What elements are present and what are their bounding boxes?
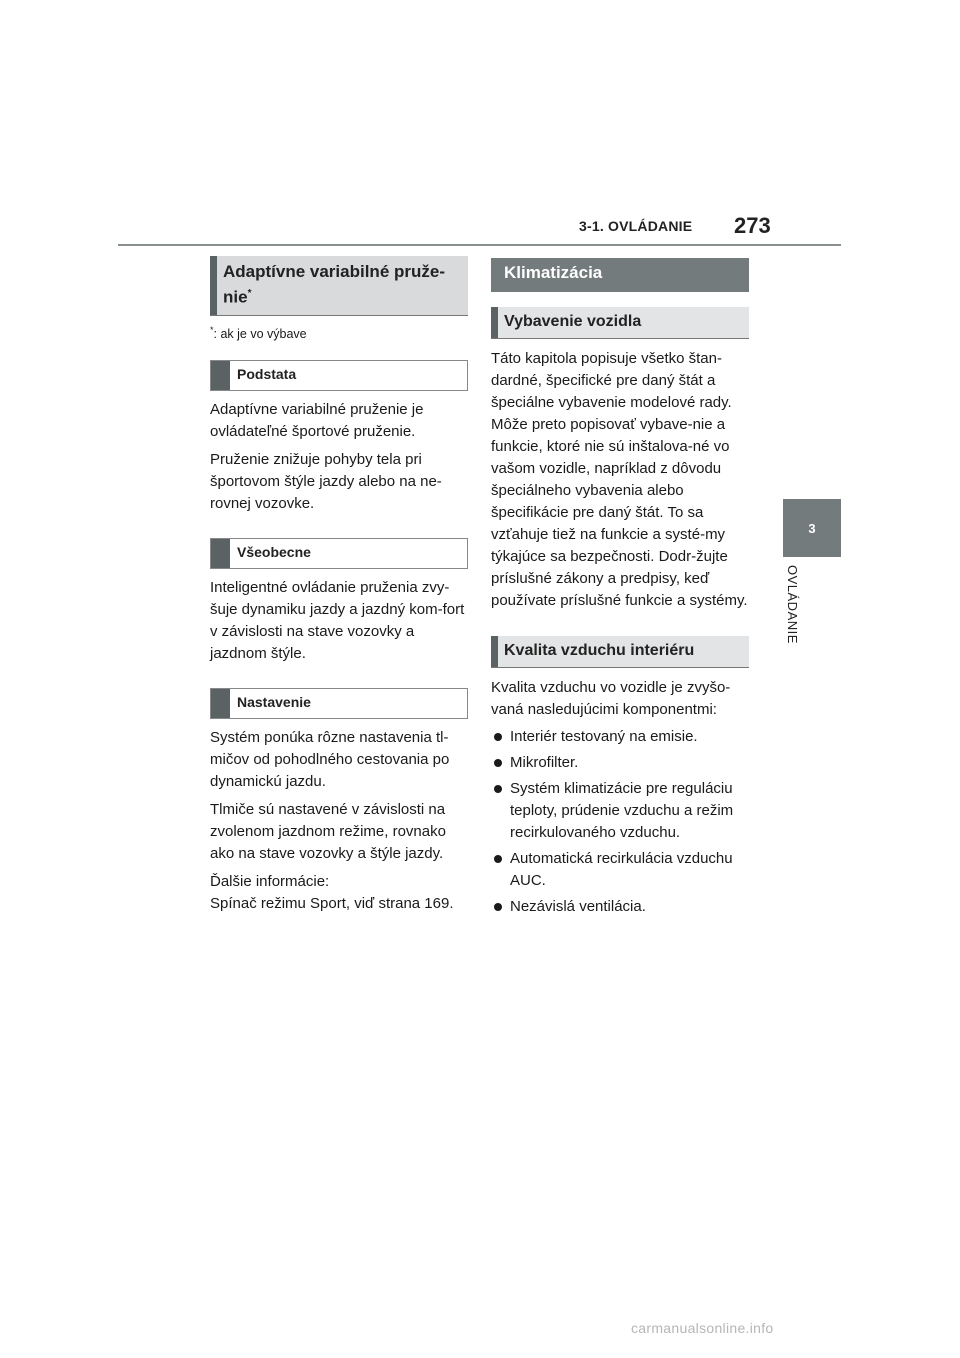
- chapter-tab-label: OVLÁDANIE: [785, 565, 800, 644]
- list-item: Mikrofilter.: [491, 752, 749, 774]
- chapter-tab-number: 3: [808, 520, 816, 536]
- list-item: Nezávislá ventilácia.: [491, 896, 749, 918]
- section-heading-adaptive-suspension: [210, 256, 468, 316]
- nastavenie-paragraph-3: [210, 871, 468, 915]
- list-item: Automatická recirkulácia vzduchu AUC.: [491, 848, 749, 892]
- watermark: carmanualsonline.info: [631, 1320, 774, 1336]
- podstata-paragraph-1: Adaptívne variabilné pruženie je ovládateľné športové pruženie.: [210, 400, 424, 440]
- more-info-label: Ďalšie informácie:: [210, 872, 330, 890]
- nastavenie-paragraph-1: Systém ponúka rôzne nastavenia tl-mičov od pohodlného cestovania po dynamickú jazdu.: [210, 728, 450, 790]
- kvalita-intro: Kvalita vzduchu vo vozidle je zvyšo-vaná nasledujúcimi komponentmi:: [491, 679, 731, 718]
- vybavenie-paragraph: Táto kapitola popisuje všetko štan-dardné, špecifické pre daný štát a špeciálne vybavenie modelové rady. Môže preto popisovať vybave-nie a funkcie, ktoré nie sú inštalova-né vo vašom vozidle, napríklad z dôvodu špeciálneho vybavenia alebo špecifikácie pre daný štát. To sa vzťahuje tiež na funkcie a systé-my týkajúce sa bezpečnosti. Dodr-žujte príslušné zákony a predpisy, keď používate príslušné funkcie a systémy.: [491, 350, 748, 609]
- heading-line2: nie: [223, 287, 248, 307]
- more-info-link[interactable]: Spínač režimu Sport, viď strana 169.: [210, 894, 454, 912]
- podstata-paragraph-2: Pruženie znižuje pohyby tela pri športovom štýle jazdy alebo na ne-rovnej vozovke.: [210, 450, 442, 512]
- kvalita-list: [491, 726, 749, 918]
- list-item: Systém klimatizácie pre reguláciu teploty, prúdenie vzduchu a režim recirkulovaného vzduchu.: [491, 778, 749, 844]
- heading-asterisk: *: [247, 288, 252, 299]
- section-heading-klimatizacia: Klimatizácia: [491, 258, 749, 292]
- subheading-podstata: Podstata: [210, 360, 468, 391]
- right-column: [491, 258, 749, 918]
- list-item: Interiér testovaný na emisie.: [491, 726, 749, 748]
- heading-line1: Adaptívne variabilné pruže-: [223, 262, 445, 281]
- header-rule: [118, 244, 841, 246]
- vseobecne-paragraph-1: Inteligentné ovládanie pruženia zvy-šuje dynamiku jazdy a jazdný kom-fort v závislosti na stave vozovky a jazdnom štýle.: [210, 578, 465, 662]
- footnote-text: : ak je vo výbave: [213, 326, 307, 341]
- subheading-kvalita-vzduchu: Kvalita vzduchu interiéru: [491, 636, 749, 668]
- nastavenie-paragraph-2: Tlmiče sú nastavené v závislosti na zvolenom jazdnom režime, rovnako ako na stave vozovky a štýle jazdy.: [210, 800, 446, 862]
- footnote: [210, 322, 468, 342]
- subheading-vybavenie-vozidla: Vybavenie vozidla: [491, 307, 749, 339]
- chapter-tab[interactable]: [783, 499, 841, 557]
- left-column: [210, 256, 468, 915]
- section-label: 3-1. OVLÁDANIE: [579, 218, 693, 234]
- subheading-vseobecne: Všeobecne: [210, 538, 468, 569]
- subheading-nastavenie: Nastavenie: [210, 688, 468, 719]
- page-number: 273: [734, 213, 771, 238]
- footnote-asterisk: *: [210, 324, 214, 335]
